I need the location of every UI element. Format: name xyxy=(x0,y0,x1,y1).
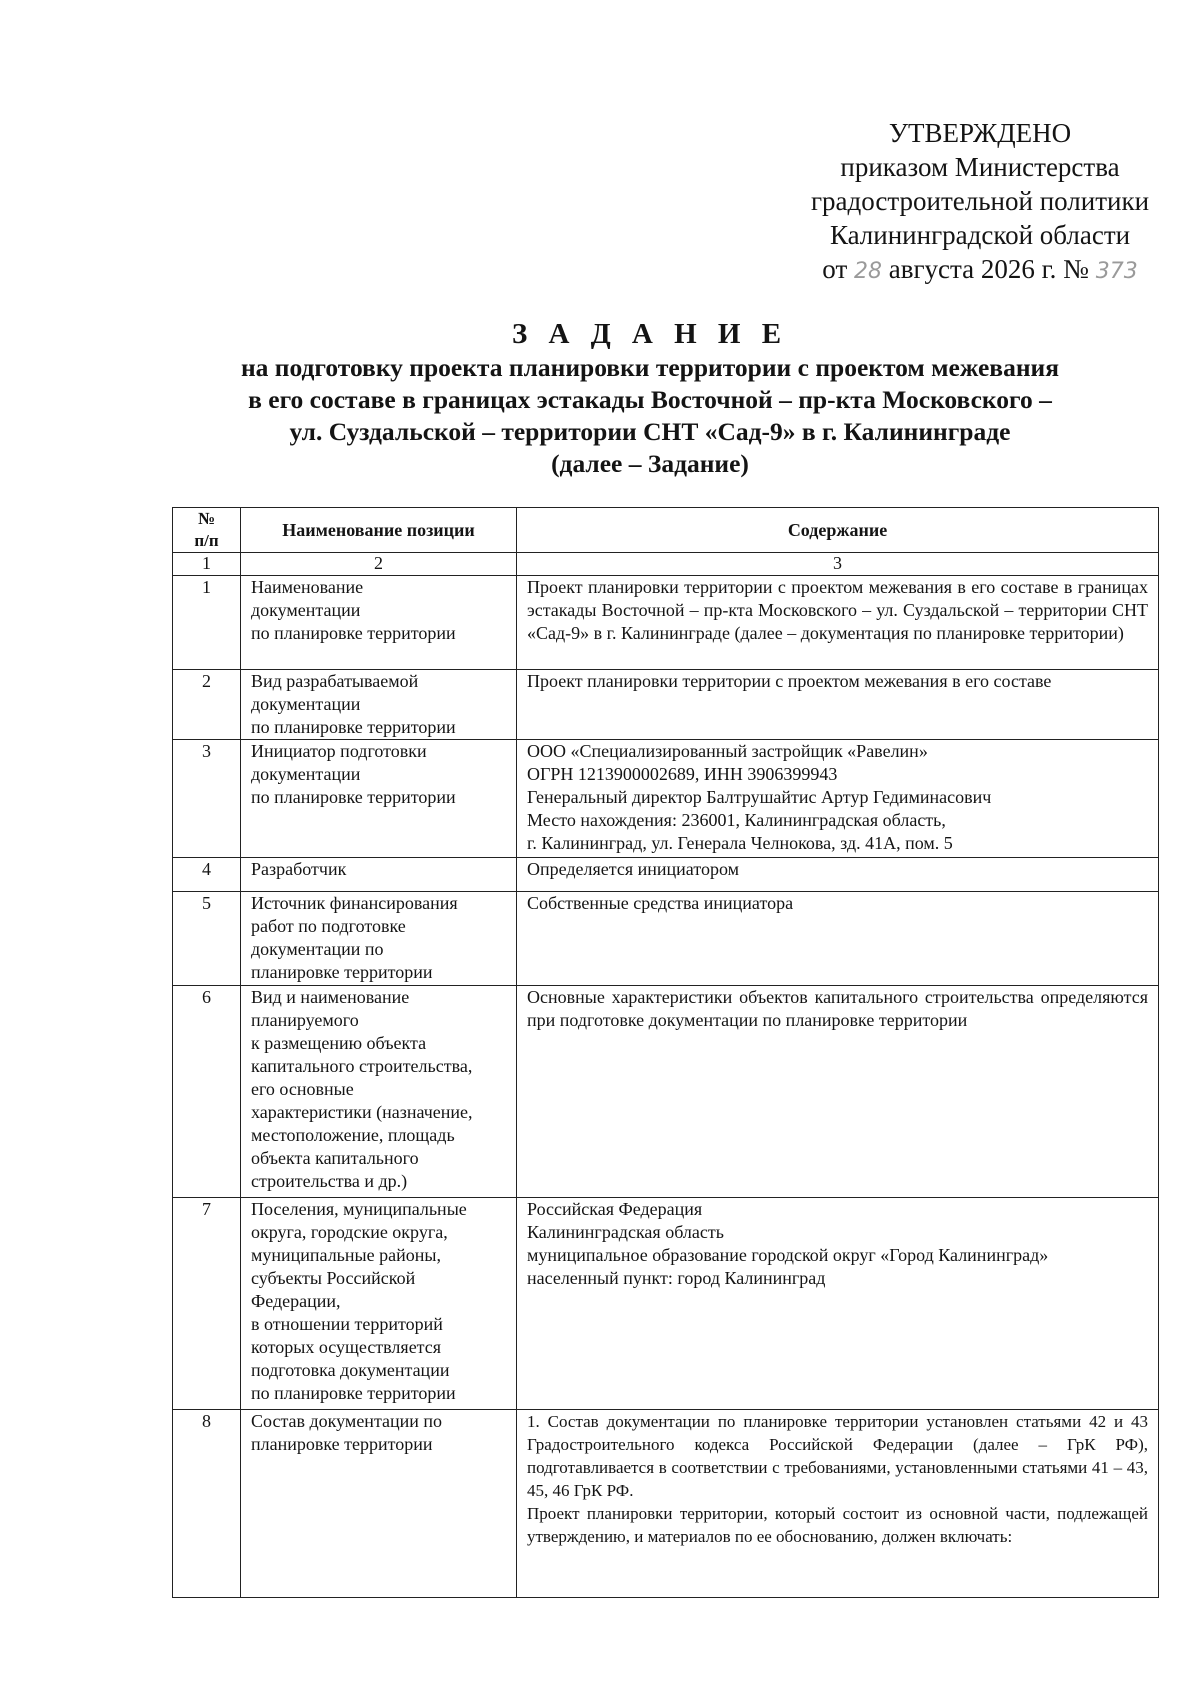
table-row xyxy=(173,858,1159,892)
row-name: Инициатор подготовки документации по планировке территории xyxy=(241,740,517,858)
document-heading xyxy=(150,316,1150,480)
row-name: Поселения, муниципальные округа, городские округа, муниципальные районы, субъекты Российской Федерации, в отношении территорий которых осуществляется подготовка документации по планировке территории xyxy=(241,1198,517,1410)
index-cell: 3 xyxy=(517,553,1159,576)
approval-line: приказом Министерства xyxy=(840,152,1120,182)
header-content: Содержание xyxy=(517,508,1159,553)
date-prefix: от xyxy=(822,254,848,284)
document-title: З А Д А Н И Е xyxy=(511,318,789,350)
approval-line: градостроительной политики xyxy=(810,186,1150,216)
row-content: ООО «Специализированный застройщик «Равелин» ОГРН 1213900002689, ИНН 3906399943 Генеральный директор Балтрушайтис Артур Гедиминасович Место нахождения: 236001, Калининградская область, г. Калининград, ул. Генерала Челнокова, зд. 41А, пом. 5 xyxy=(517,740,1159,858)
row-content: 1. Состав документации по планировке территории установлен статьями 42 и 43 Градостроительного кодекса Российской Федерации (далее – ГрК РФ), подготавливается в соответствии с требованиями, установленными статьями 41 – 43, 45, 46 ГрК РФ. Проект планировки территории, который состоит из основной части, подлежащей утверждению, и материалов по ее обоснованию, должен включать: xyxy=(517,1410,1159,1598)
header-name: Наименование позиции xyxy=(241,508,517,553)
row-name: Вид разрабатываемой документации по планировке территории xyxy=(241,670,517,740)
row-content: Проект планировки территории с проектом межевания в его составе xyxy=(517,670,1159,740)
assignment-table xyxy=(172,507,1159,1598)
heading-line: на подготовку проекта планировки территории с проектом межевания xyxy=(240,353,1060,382)
index-cell: 1 xyxy=(173,553,241,576)
table-header-row xyxy=(173,508,1159,553)
row-content: Проект планировки территории с проектом межевания в его составе в границах эстакады Восточной – пр-кта Московского – ул. Суздальской – территории СНТ «Сад-9» в г. Калининграде (далее – документация по планировке территории) xyxy=(517,576,1159,670)
table-row xyxy=(173,1410,1159,1598)
header-num: № п/п xyxy=(173,508,241,553)
row-num: 5 xyxy=(173,892,241,986)
row-num: 2 xyxy=(173,670,241,740)
row-num: 7 xyxy=(173,1198,241,1410)
row-name: Наименование документации по планировке территории xyxy=(241,576,517,670)
date-text: августа 2026 г. № xyxy=(888,254,1089,284)
table-index-row xyxy=(173,553,1159,576)
table-row xyxy=(173,892,1159,986)
index-cell: 2 xyxy=(241,553,517,576)
row-num: 8 xyxy=(173,1410,241,1598)
table-row xyxy=(173,740,1159,858)
row-num: 1 xyxy=(173,576,241,670)
approval-title: УТВЕРЖДЕНО xyxy=(888,118,1072,148)
handwritten-number: 373 xyxy=(1095,259,1138,284)
row-name: Вид и наименование планируемого к размещению объекта капитального строительства, его основные характеристики (назначение, местоположение, площадь объекта капитального строительства и др.) xyxy=(241,986,517,1198)
row-content: Собственные средства инициатора xyxy=(517,892,1159,986)
approval-line: Калининградской области xyxy=(829,220,1131,250)
approval-date xyxy=(780,252,1180,289)
row-content: Российская Федерация Калининградская область муниципальное образование городской округ «Город Калининград» населенный пункт: город Калининград xyxy=(517,1198,1159,1410)
heading-line: (далее – Задание) xyxy=(551,449,749,478)
row-name: Состав документации по планировке территории xyxy=(241,1410,517,1598)
row-content: Основные характеристики объектов капитального строительства определяются при подготовке документации по планировке территории xyxy=(517,986,1159,1198)
handwritten-day: 28 xyxy=(854,259,882,284)
heading-line: в его составе в границах эстакады Восточной – пр-кта Московского – xyxy=(248,385,1052,414)
row-num: 4 xyxy=(173,858,241,892)
table-row xyxy=(173,1198,1159,1410)
row-name: Источник финансирования работ по подготовке документации по планировке территории xyxy=(241,892,517,986)
table-row xyxy=(173,670,1159,740)
row-name: Разработчик xyxy=(241,858,517,892)
row-num: 3 xyxy=(173,740,241,858)
approval-stamp xyxy=(780,116,1180,289)
heading-line: ул. Суздальской – территории СНТ «Сад-9» в г. Калининграде xyxy=(289,417,1011,446)
table-row xyxy=(173,576,1159,670)
row-num: 6 xyxy=(173,986,241,1198)
table-row xyxy=(173,986,1159,1198)
row-content: Определяется инициатором xyxy=(517,858,1159,892)
